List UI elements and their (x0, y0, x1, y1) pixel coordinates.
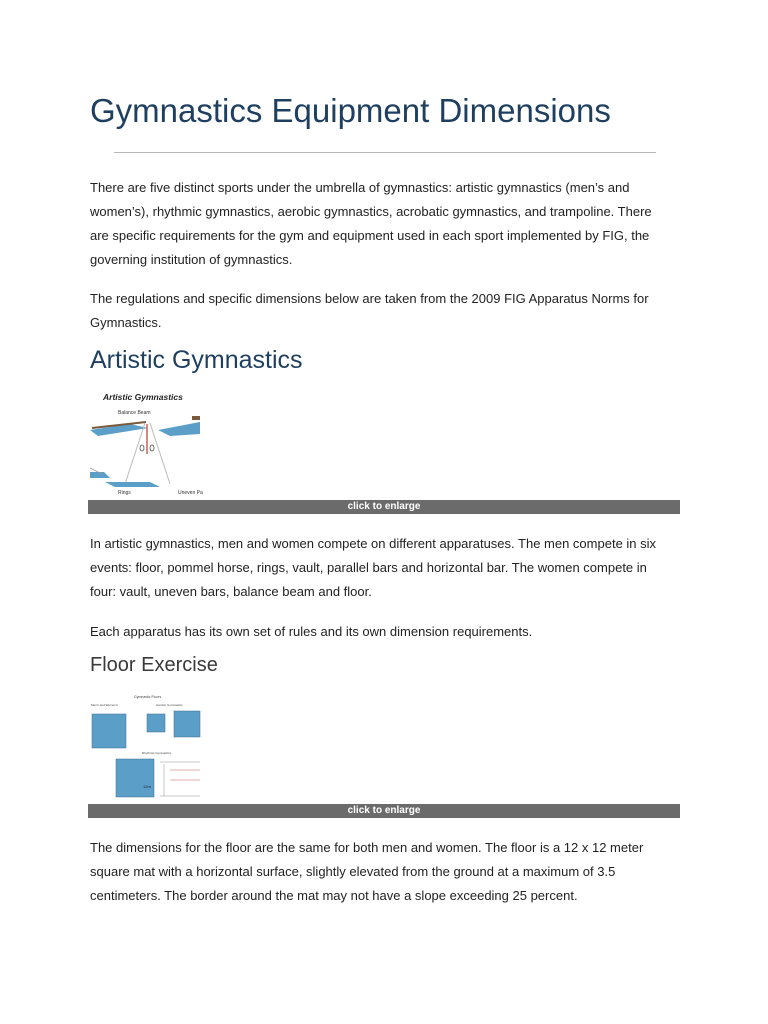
rings-cable-left (125, 423, 145, 484)
figure-label-12m: 12m (143, 784, 151, 789)
intro-paragraph-1: There are five distinct sports under the umbrella of gymnastics: artistic gymnastics (men’s and women’s), rhythmic gymnastics, aerobic gymnastics, acrobatic gymnastics, and trampoline. There are specific requirements for the gym and equipment used in each sport implemented by FIG, the governing institution of gymnastics. (90, 180, 652, 267)
figure-label-mens-womens: Men's and Women's (91, 703, 118, 707)
intro-paragraph-2: The regulations and specific dimensions below are taken from the 2009 FIG Apparatus Norms for Gymnastics. (90, 291, 649, 330)
ring-left (140, 445, 144, 451)
aerobic-floor-square-2 (174, 711, 200, 737)
figure-label-aerobic: Aerobic Gymnastics (156, 703, 183, 707)
enlarge-button[interactable]: click to enlarge (88, 500, 680, 514)
artistic-gymnastics-thumbnail[interactable] (90, 388, 203, 498)
figure-label-uneven: Uneven Pa (178, 490, 203, 496)
artistic-paragraph-1: In artistic gymnastics, men and women compete on different apparatuses. The men compete in six events: floor, pommel horse, rings, vault, parallel bars and horizontal bar. The women compete in four: vault, uneven bars, balance beam and floor. (90, 536, 657, 599)
rhythmic-floor-square (116, 759, 154, 797)
aerobic-floor-square (147, 714, 165, 732)
artistic-apparatus-illustration (90, 388, 203, 498)
rings-mat (105, 482, 160, 487)
figure-label-rhythmic: Rhythmic Gymnastics (142, 751, 172, 755)
figure-title: Artistic Gymnastics (103, 392, 183, 402)
floor-heading: Floor Exercise (90, 654, 218, 676)
floor-paragraph-1: The dimensions for the floor are the same for both men and women. The floor is a 12 x 12 meter square mat with a horizontal surface, slightly elevated from the ground at a maximum of 3.5 centimeters. The border around the mat may not have a slope exceeding 25 percent. (90, 840, 644, 903)
artistic-heading: Artistic Gymnastics (90, 346, 303, 374)
artistic-paragraph-2: Each apparatus has its own set of rules and its own dimension requirements. (90, 624, 533, 639)
figure-label-rings: Rings (118, 490, 131, 496)
floor-dimensions-illustration (90, 692, 200, 802)
floor-exercise-thumbnail[interactable] (90, 692, 200, 802)
ring-right (150, 445, 154, 451)
artistic-floor-square (92, 714, 126, 748)
page-title: Gymnastics Equipment Dimensions (90, 92, 611, 129)
title-divider (114, 152, 656, 153)
figure-label-floors: Gymnastic Floors (134, 695, 162, 699)
enlarge-button-floor[interactable]: click to enlarge (88, 804, 680, 818)
bars-rail (192, 416, 200, 420)
figure-label-beam: Balance Beam (118, 410, 151, 416)
bars-mat (158, 422, 200, 436)
